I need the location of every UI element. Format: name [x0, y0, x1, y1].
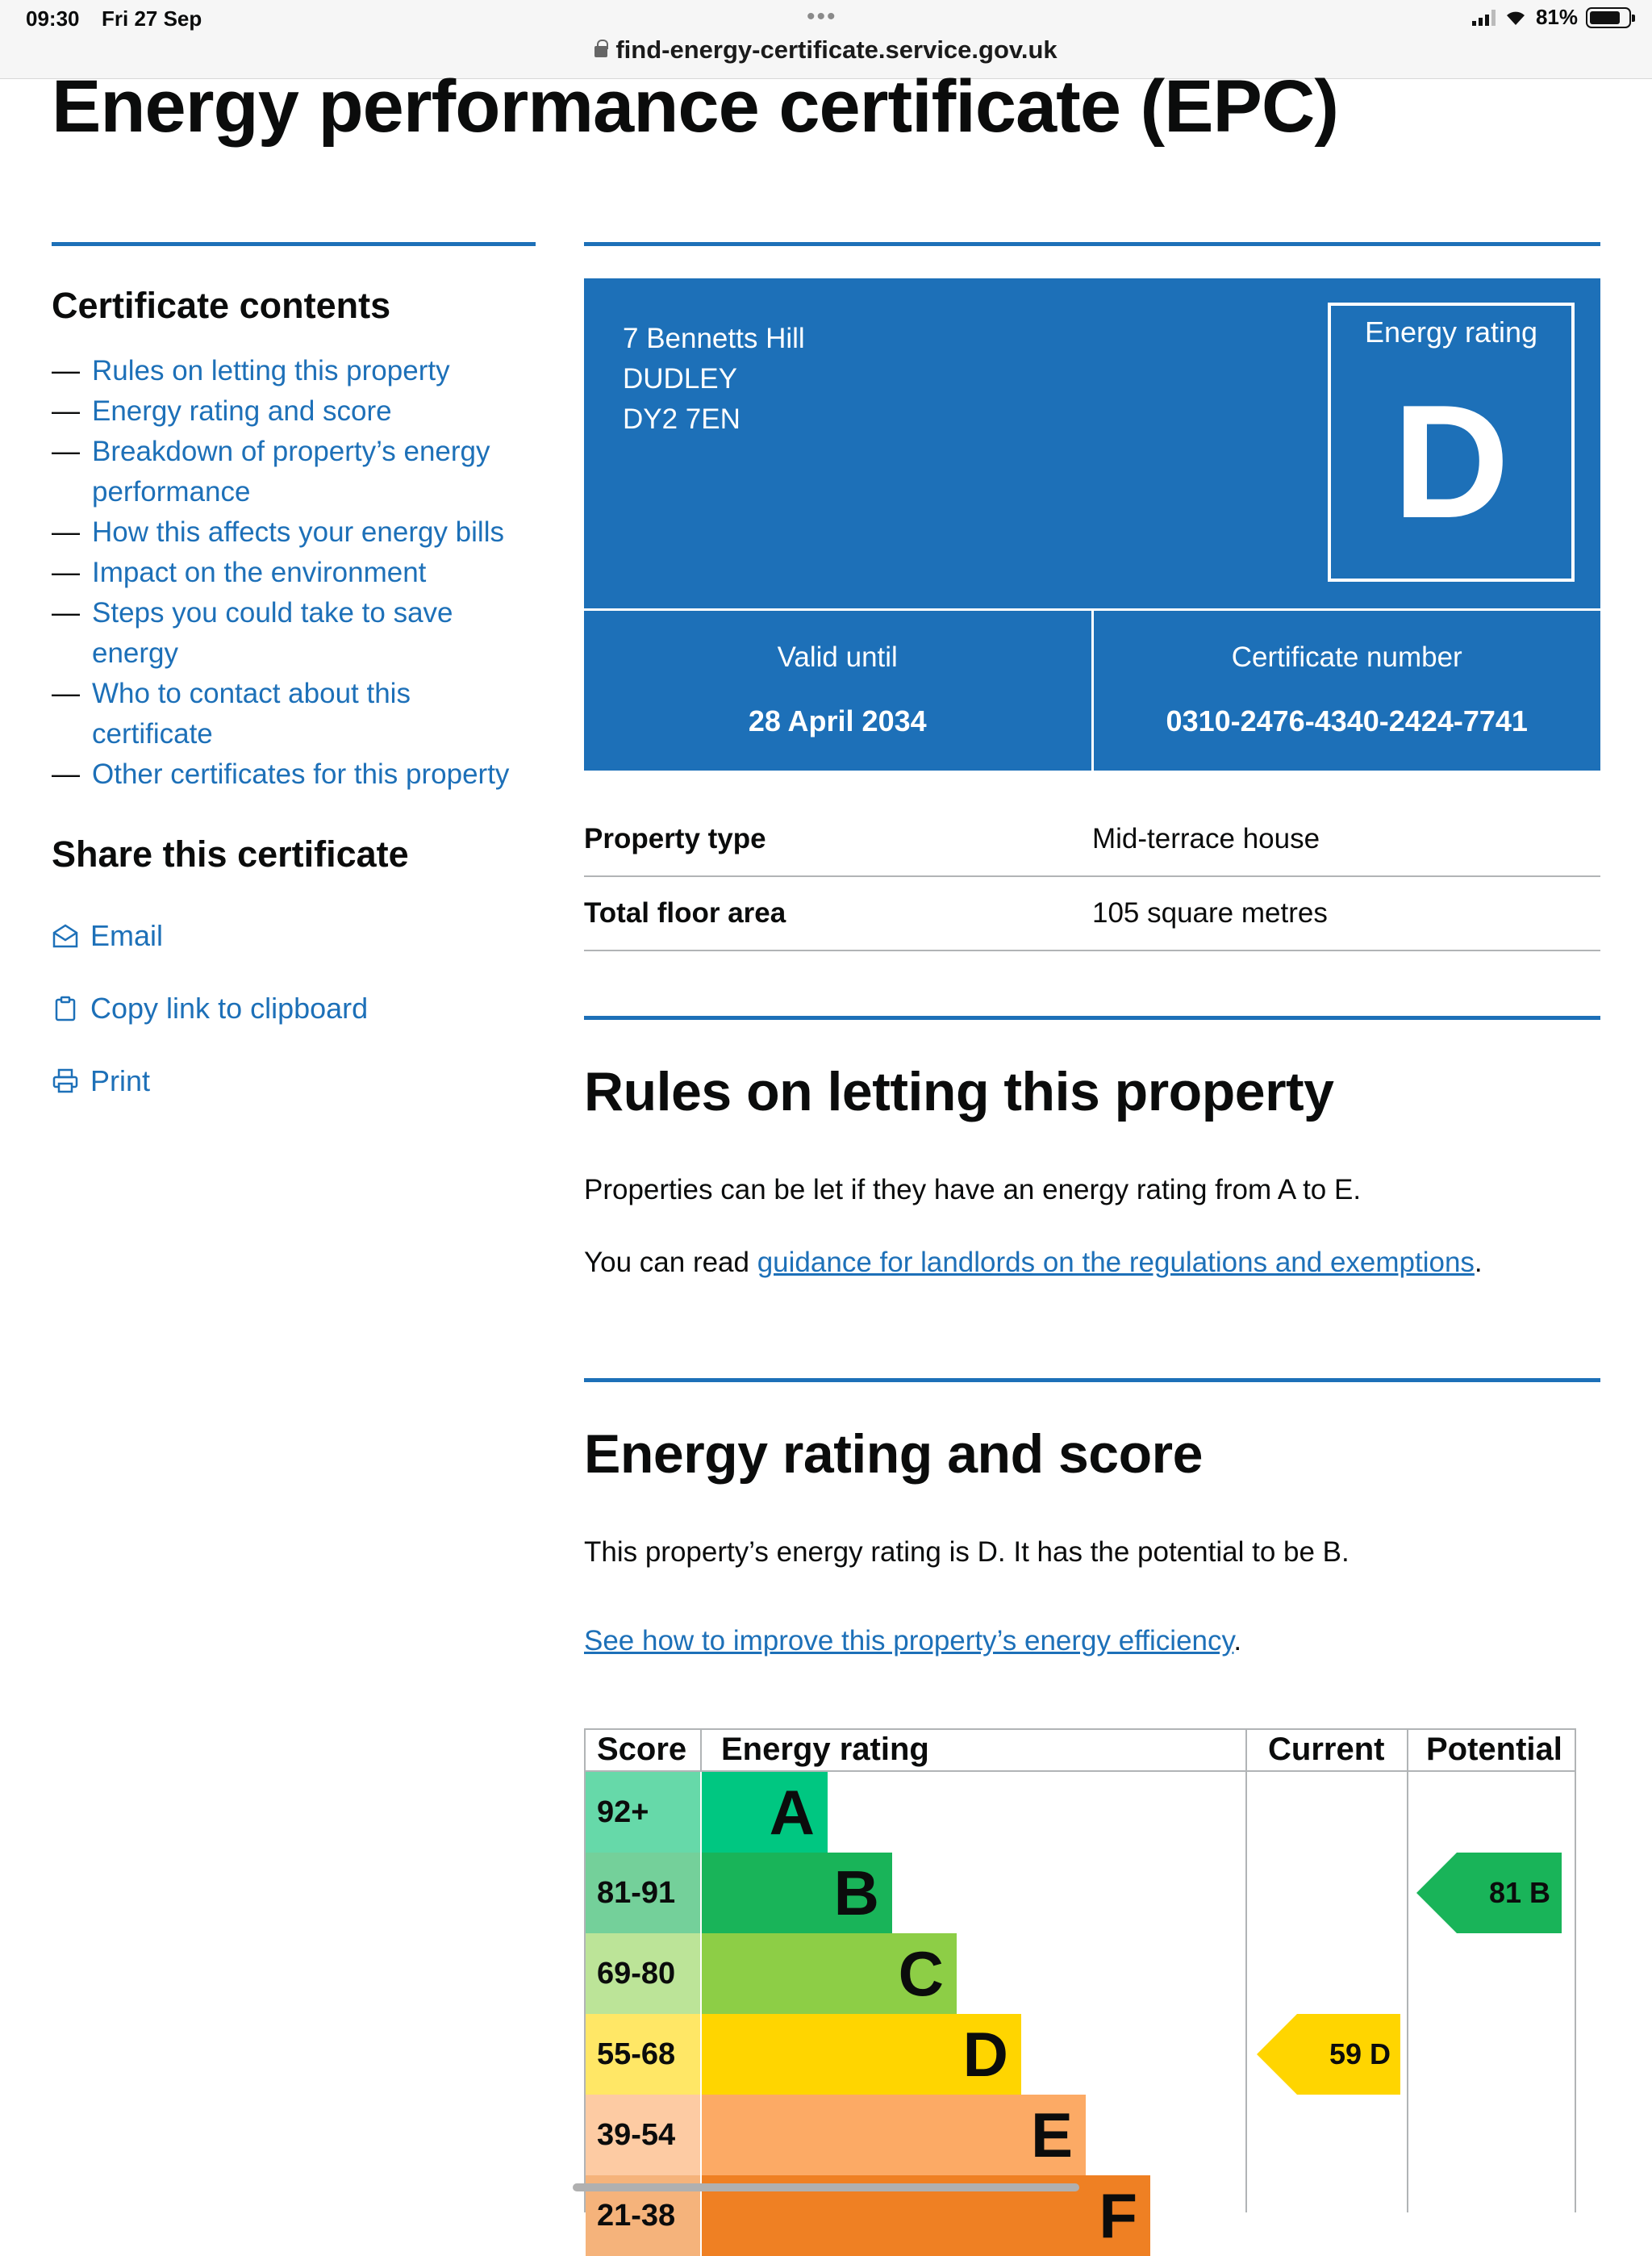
energy-rating-badge: [1328, 303, 1575, 582]
battery-icon: [1586, 7, 1631, 28]
toc-link-bills[interactable]: How this affects your energy bills: [92, 516, 504, 548]
address-line-1: 7 Bennetts Hill: [623, 323, 805, 354]
email-share-link[interactable]: [52, 900, 536, 972]
band-score: 81-91: [586, 1853, 700, 1933]
toc-item: — How this affects your energy bills: [52, 512, 536, 553]
band-bar: [702, 1853, 892, 1933]
energy-rating-letter: D: [1392, 372, 1510, 552]
toc-link-breakdown[interactable]: Breakdown of property’s energy performance: [92, 436, 490, 508]
section-divider: [584, 1016, 1600, 1020]
certificate-number-cell: [1091, 611, 1601, 771]
toc-link-steps[interactable]: Steps you could take to save energy: [92, 597, 453, 669]
cellular-signal-icon: [1472, 10, 1496, 26]
url-text: find-energy-certificate.service.gov.uk: [615, 36, 1058, 64]
energy-band-d: [584, 2014, 1245, 2095]
valid-until-label: Valid until: [777, 641, 898, 673]
scroll-indicator[interactable]: [573, 2183, 1079, 2191]
band-letter: E: [1030, 2099, 1073, 2170]
toc-item: — Other certificates for this property: [52, 754, 536, 795]
summary-key: Property type: [584, 823, 766, 854]
energy-band-a: [584, 1772, 1245, 1853]
band-score: 55-68: [586, 2014, 700, 2095]
improve-paragraph: See how to improve this property’s energy efficiency.: [584, 1625, 1242, 1656]
toc-item: — Impact on the environment: [52, 553, 536, 593]
energy-rating-label: Energy rating: [1364, 315, 1538, 349]
energy-band-b: [584, 1853, 1245, 1933]
toc-link-contact[interactable]: Who to contact about this certificate: [92, 678, 411, 750]
energy-band-c: [584, 1933, 1245, 2014]
band-letter: F: [1099, 2180, 1137, 2251]
epc-summary-box: [584, 278, 1600, 771]
summary-row: [584, 803, 1600, 877]
main-content: [584, 242, 1600, 1661]
band-letter: B: [833, 1857, 879, 1928]
lock-icon: [594, 46, 607, 57]
energy-band-e: [584, 2095, 1245, 2175]
certificate-number-label: Certificate number: [1231, 641, 1462, 673]
certificate-contents-title: Certificate contents: [52, 285, 391, 326]
toc-link-environment[interactable]: Impact on the environment: [92, 557, 427, 588]
share-title: Share this certificate: [52, 833, 409, 875]
band-letter: A: [769, 1777, 815, 1848]
energy-rating-paragraph: This property’s energy rating is D. It has the potential to be B.: [584, 1536, 1350, 1568]
toc-item: — Who to contact about this certificate: [52, 674, 536, 754]
band-score: 39-54: [586, 2095, 700, 2175]
copy-link-label: Copy link to clipboard: [90, 992, 369, 1025]
toc-item: — Energy rating and score: [52, 391, 536, 432]
toc-link-energy-rating[interactable]: Energy rating and score: [92, 395, 392, 427]
property-address: [623, 319, 805, 440]
band-score: 21-38: [586, 2175, 700, 2256]
clipboard-icon: [52, 995, 79, 1022]
toc-link-other-certificates[interactable]: Other certificates for this property: [92, 758, 510, 790]
status-date: Fri 27 Sep: [102, 6, 202, 31]
band-letter: C: [898, 1938, 944, 2009]
valid-until-value: 28 April 2034: [748, 704, 927, 737]
summary-key: Total floor area: [584, 897, 786, 929]
battery-percent: 81%: [1535, 5, 1578, 29]
copy-link-button[interactable]: [52, 972, 536, 1045]
table-of-contents: [52, 351, 536, 795]
band-bar: [702, 1772, 828, 1853]
tab-overview-dots-icon[interactable]: •••: [807, 3, 837, 30]
envelope-icon: [52, 922, 79, 950]
toc-item: — Steps you could take to save energy: [52, 593, 536, 674]
section-divider: [584, 1378, 1600, 1382]
summary-value: Mid-terrace house: [1092, 823, 1320, 854]
property-summary-list: [584, 803, 1600, 951]
printer-icon: [52, 1067, 79, 1095]
potential-rating-arrow-label: 81 B: [1489, 1876, 1551, 1909]
band-bar: [702, 2095, 1086, 2175]
improve-efficiency-link[interactable]: See how to improve this property’s energy efficiency: [584, 1625, 1234, 1656]
potential-rating-arrow: [1457, 1853, 1562, 1933]
rules-paragraph: Properties can be let if they have an energy rating from A to E.: [584, 1174, 1362, 1205]
band-score: 69-80: [586, 1933, 700, 2014]
summary-row: [584, 877, 1600, 951]
toc-link-rules[interactable]: Rules on letting this property: [92, 355, 450, 386]
energy-rating-column-header: Energy rating: [721, 1732, 929, 1767]
address-postcode: DY2 7EN: [623, 403, 740, 435]
sidebar: [52, 242, 536, 1118]
page-title: Energy performance certificate (EPC): [52, 65, 1338, 148]
toc-item: — Rules on letting this property: [52, 351, 536, 391]
status-indicators: [1472, 5, 1631, 30]
potential-column-header: Potential: [1426, 1732, 1562, 1767]
status-time: 09:30: [26, 6, 80, 31]
toc-item: — Breakdown of property’s energy performance: [52, 432, 536, 512]
section-divider: [584, 242, 1600, 246]
score-column-header: Score: [597, 1732, 687, 1767]
energy-section-title: Energy rating and score: [584, 1423, 1203, 1485]
address-bar[interactable]: [0, 36, 1652, 65]
landlord-guidance-link[interactable]: guidance for landlords on the regulations and exemptions: [757, 1247, 1475, 1278]
print-button[interactable]: [52, 1045, 536, 1118]
rules-section-title: Rules on letting this property: [584, 1061, 1334, 1122]
certificate-number-value: 0310-2476-4340-2424-7741: [1166, 704, 1528, 737]
band-letter: D: [962, 2019, 1008, 2090]
guidance-paragraph: You can read guidance for landlords on the regulations and exemptions.: [584, 1247, 1483, 1278]
band-bar: [702, 2014, 1021, 2095]
current-rating-arrow-label: 59 D: [1329, 2037, 1391, 2070]
print-label: Print: [90, 1064, 151, 1097]
email-label: Email: [90, 919, 164, 952]
current-rating-arrow: [1297, 2014, 1400, 2095]
band-bar: [702, 1933, 957, 2014]
summary-value: 105 square metres: [1092, 897, 1328, 929]
current-column-header: Current: [1268, 1732, 1385, 1767]
wifi-icon: [1504, 9, 1528, 27]
band-score: 92+: [586, 1772, 700, 1853]
valid-until-cell: [584, 611, 1091, 771]
address-line-2: DUDLEY: [623, 363, 737, 395]
